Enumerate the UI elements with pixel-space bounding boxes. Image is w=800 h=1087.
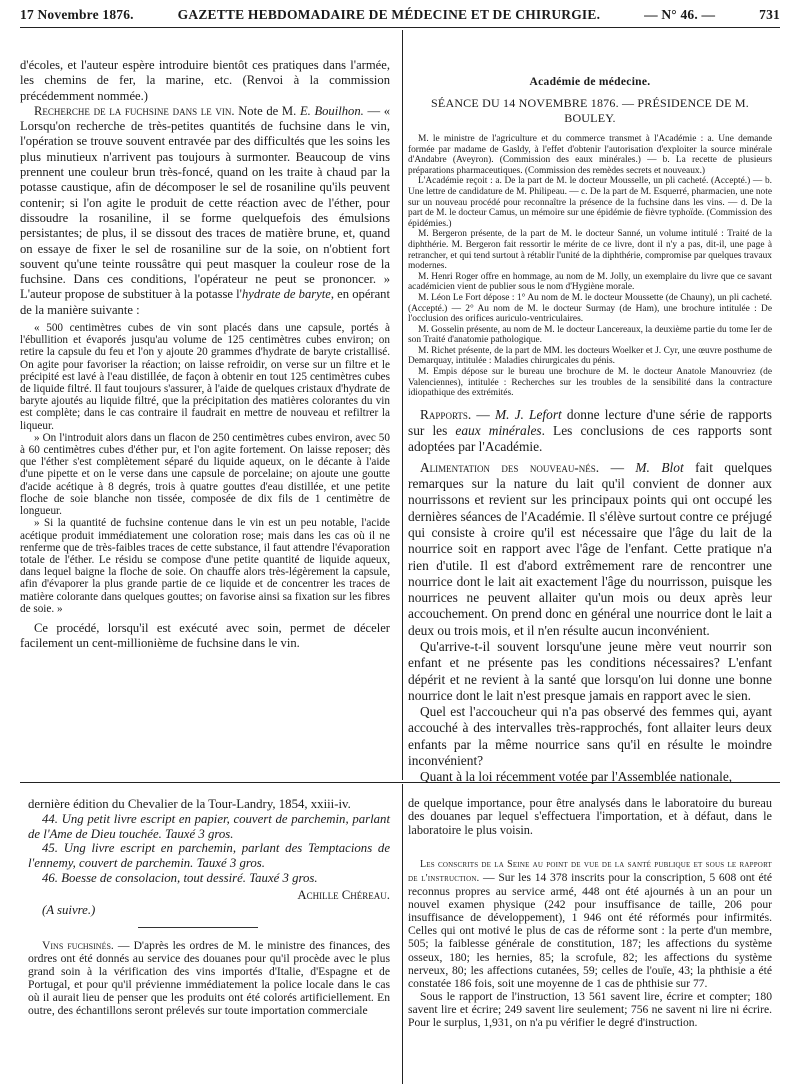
paragraph-alimentation: Alimentation des nouveau-nés. — M. Blot fait quelques remarques sur la nature du lait qu'il convient de donner aux nourrissons et revient sur les principaux points qui ont occupé les dernières séances de l'Académie. Il s'élève surtout contre ce préjugé qui consiste à croire qu'il est nécessaire que l'âge du lait de la nourrice soit en rapport avec l'âge de l'enfant. Cette pratique n'a rien d'utile. Il est d'abord extrêmement rare de rencontrer une nourrice dont le lait ait exactement l'âge du nourrisson, puisque les nourrices ne peuvent allaiter qu'un mois ou deux après leur accouchement. On prend donc en général une nourrice dont le lait a deux ou trois mois, et il n'en résulte aucun inconvénient. bbox=[408, 459, 772, 638]
paragraph-fuchsine-intro bbox=[20, 104, 390, 318]
header-date: 17 Novembre 1876. bbox=[20, 7, 134, 22]
paragraph-nourrir: Qu'arrive-t-il souvent lorsqu'une jeune mère veut nourrir son enfant et ne présente pas les conditions nécessaires? L'enfant dépérit et ne revient à la santé que lorsqu'on lui donne une bonne nourrice dont le lait n'est presque jamais en rapport avec le sien. bbox=[408, 639, 772, 703]
quote-paragraph-2: » On l'introduit alors dans un flacon de 250 centimètres cubes environ, avec 50 à 60 centimètres cubes d'éther pur, et l'on agite fortement. On laisse reposer; dès que l'éther s'est complètement séparé du liquide aqueux, on le décante à l'aide d'une pipette et on le verse dans une capsule de porcelaine; on ajoute une goutte d'acide acétique à 8 degrés, trois à quatre gouttes d'eau distillée, et une petite floche de soie blanche non tissée, composée de dix fils de 1 centimètre de longueur. bbox=[20, 431, 390, 518]
session-reports bbox=[408, 407, 772, 786]
lower-left-column bbox=[28, 797, 390, 1018]
paragraph-douanes: de quelque importance, pour être analysés dans le laboratoire du bureau des douanes par lequel s'effectuera l'importation, et à défaut, dans le laboratoire le plus voisin. bbox=[408, 796, 772, 837]
heading-vins-fuchsines: Vins fuchsinés. bbox=[42, 939, 114, 953]
short-divider bbox=[138, 927, 258, 928]
minutes-item: M. Bergeron présente, de la part de M. le docteur Sanné, un volume intitulé : Traité de la diphthérie. M. Bergeron fait ressortir le mérite de ce livre, dont il n'y a pas, dit-il, une page à retrancher, et qui tend surtout à rétablir l'unité de la diphthérie, compromise par quelques travaux modernes. bbox=[408, 229, 772, 272]
minutes-item: M. le ministre de l'agriculture et du commerce transmet à l'Académie : a. Une demande formée par madame de Gasldy, à l'effet d'obtenir l'autorisation d'exploiter la source minérale d'Andabre (Aveyron). (Commission des eaux minérales.) — b. La recette de plusieurs préparations pharmaceutiques. (Commission des remèdes secrets et nouveaux.) bbox=[408, 134, 772, 176]
session-heading: SÉANCE DU 14 NOVEMBRE 1876. — PRÉSIDENCE DE M. BOULEY. bbox=[431, 96, 749, 125]
running-head bbox=[20, 4, 780, 26]
paragraph-loi: Quant à la loi récemment votée par l'Assemblée nationale, bbox=[420, 769, 733, 785]
heading-fuchsine: Recherche de la fuchsine dans le vin. bbox=[34, 103, 235, 118]
minutes-item: L'Académie reçoit : a. De la part de M. le docteur Mousselle, un pli cacheté. (Accepté.) — b. Une lettre de candidature de M. Philipeau. — c. De la part de M. Esquerré, pharmacien, une note sur un nouveau procédé pour reconnaître la présence de la fuchsine dans les vins. — d. De la part de M. le docteur Camus, un mémoire sur une épidémie de fièvre typhoïde. (Commission des épidémies.) bbox=[408, 176, 772, 229]
fuchsine-text-end: , en opérant de la manière suivante : bbox=[20, 287, 390, 317]
paragraph-rapports bbox=[408, 407, 772, 456]
author-bouilhon: E. Bouilhon. bbox=[299, 103, 364, 118]
conscrits-text: — Sur les 14 378 inscrits pour la conscription, 5 608 ont été reconnus propres au service armé, 448 ont été ajournés à un an pour un nouvel examen physique (242 pour insuffisance de taille, 206 pour insuffisance de développement), 1 946 ont été réformés pour infirmités. Celles qui ont motivé le plus de cas de réforme sont : la perte d'un membre, 505; la faiblesse générale de constitution, 187; les affections du système osseux, 180; les hernies, 85; la scrofule, 82; les affections du système nerveux, 80; les affections cutanées, 59; celles de l'ouïe, 43; la phthisie a été constatée 186 fois, soit une moyenne de 1 cas de phthisie sur 77. bbox=[408, 870, 772, 990]
paragraph-vins-fuchsines bbox=[28, 940, 390, 1017]
minutes-item: M. Richet présente, de la part de MM. les docteurs Woelker et J. Cyr, une œuvre posthume de Demarquay, intitulée : Maladies chirurgicales du pénis. bbox=[408, 345, 772, 367]
heading-alimentation: Alimentation des nouveau-nés. bbox=[420, 459, 600, 475]
inventory-item-44: 44. Ung petit livre escript en papier, couvert de parchemin, parlant de l'Ame de Dieu touchée. Tauxé 3 gros. bbox=[28, 811, 390, 841]
paragraph-conclusion: Ce procédé, lorsqu'il est exécuté avec soin, permet de déceler facilement un cent-millionième de fuchsine dans le vin. bbox=[20, 620, 390, 651]
minutes-item: M. Gosselin présente, au nom de M. le docteur Lancereaux, la deuxième partie du tome Ier de son Traité d'anatomie pathologique. bbox=[408, 324, 772, 346]
rapports-text: donne lecture d'une série de rapports sur les bbox=[408, 406, 772, 439]
header-page-number: 731 bbox=[759, 7, 780, 22]
quote-paragraph-3: » Si la quantité de fuchsine contenue dans le vin est un peu notable, l'acide acétique produit immédiatement une coloration rose; mais dans les cas où il ne renferme que de très-faibles traces de cette substance, il faut attendre l'évaporation totale de l'éther. Le résidu se compose d'une petite quantité de liquide aqueux, dans lequel baigne la floche de soie. On chauffe alors très-légèrement la capsule, afin d'évaporer la plus grande partie de ce liquide et de concentrer les traces de matière colorante dans quelques gouttes; on favorise ainsi sa fixation sur les fibres de soie. » bbox=[20, 517, 390, 615]
fuchsine-text: — « Lorsqu'on recherche de très-petites quantités de fuchsine dans le vin, l'opération se trouve souvent entravée par des difficultés que les soins les plus minutieux n'arrivent pas toujours à surmonter. Beaucoup de vins prennent une couleur brun très-foncé, quand on les traite à chaud par la potasse caustique, afin de décomposer le sel de rosaniline qu'ils peuvent contenir; si l'on agite le produit de cette réaction avec de l'éther, pour dissoudre la rosaniline, il se forme quelquefois des émulsions persistantes; de plus, il se dissout des traces de matière brune, et, quand on essaye de fixer le sel de rosaniline sur de la soie, on n'obtient fort souvent qu'une teinte roussâtre qui peut masquer la couleur rose de la fuchsine. Dans ces conditions, l'opérateur ne peut se prononcer. » L'auteur propose de substituer à la potasse l' bbox=[20, 103, 391, 302]
column-divider-lower bbox=[402, 784, 403, 1084]
paragraph-instruction: Sous le rapport de l'instruction, 13 561 savent lire, écrire et compter; 180 savent lire et écrire; 249 savent lire seulement; 756 ne savent ni lire ni écrire. Pour le surplus, 1,931, on n'a pu vérifier le degré d'instruction. bbox=[408, 989, 772, 1030]
header-rule bbox=[20, 27, 780, 28]
quote-paragraph-1: « 500 centimètres cubes de vin sont placés dans une capsule, portés à l'ébullition et évaporés jusqu'au volume de 125 centimètres cubes environ; on retire la capsule du feu et l'on y ajoute 20 grammes d'hydrate de baryte cristallisé. On agite pour favoriser la réaction; on laisse refroidir, on verse sur un filtre et le précipité est lavé à l'eau distillée, de façon à obtenir en tout 125 centimètres cubes de liquide filtré. Il faut toujours s'assurer, à l'aide de quelques cristaux d'hydrate de baryte ajoutés au liquide filtré, que la précipitation des matières colorantes du vin est complète; dans le cas contraire il faudrait en mettre de nouveau et refiltrer la liqueur. bbox=[20, 322, 391, 432]
section-title-academie: Académie de médecine. bbox=[529, 76, 651, 88]
heading-conscrits: Les conscrits de la Seine au point de vue de la santé publique et sous le rapport de l'instruction. bbox=[408, 858, 772, 884]
inventory-item-46: 46. Boesse de consolacion, tout dessiré. Tauxé 3 gros. bbox=[42, 870, 318, 885]
minutes-item: M. Henri Roger offre en hommage, au nom de M. Jolly, un exemplaire du livre que ce savant académicien vient de publier sous le nom d'Hygiène morale. bbox=[408, 271, 772, 293]
paragraph-ecoles: d'écoles, et l'auteur espère introduire bientôt ces pratiques dans l'armée, les chemins de fer, la marine, etc. (Renvoi à la commission précédemment nommée.) bbox=[20, 58, 390, 103]
to-be-continued: (A suivre.) bbox=[42, 902, 96, 917]
upper-left-column bbox=[20, 58, 390, 652]
header-issue-number: — N° 46. — bbox=[644, 7, 716, 22]
note-label: Note de M. bbox=[234, 103, 300, 118]
minutes-item: M. Empis dépose sur le bureau une brochure de M. le docteur Anatole Manouvriez (de Valenciennes), intitulée : Recherches sur les troubles de la sensibilité dans la contracture idiopathique des extrémités. bbox=[408, 367, 772, 399]
paragraph-conscrits bbox=[408, 857, 772, 990]
author-lefort: M. J. Lefort bbox=[494, 406, 562, 422]
session-minutes bbox=[408, 134, 772, 399]
procedure-quote bbox=[20, 322, 390, 615]
heading-rapports: Rapports. bbox=[420, 406, 472, 422]
minutes-item: M. Léon Le Fort dépose : 1° Au nom de M. le docteur Moussette (de Chauny), un pli cacheté. (Accepté.) — 2° Au nom de M. le docteur Surmay (de Ham), une brochure intitulée : De l'occlusion des orifices auriculo-ventriculaires. bbox=[408, 292, 772, 325]
rapports-text-end: . Les conclusions de ces rapports sont adoptées par l'Académie. bbox=[408, 423, 772, 455]
horizontal-section-rule bbox=[20, 782, 780, 783]
paragraph-chevalier: dernière édition du Chevalier de la Tour-Landry, 1854, xxiii-iv. bbox=[28, 797, 351, 811]
eaux-minerales-term: eaux minérales bbox=[455, 423, 542, 439]
hydrate-term: hydrate de baryte bbox=[241, 287, 331, 302]
vins-text: — D'après les ordres de M. le ministre des finances, des ordres ont été donnés au service des douanes pour qu'il procède avec le plus grand soin à la vérification des vins importés d'Italie, d'Espagne et de Portugal, et pour qu'il prévienne immédiatement la police locale dans le cas où il aurait lieu de penser que les produits ont été colorés artificiellement. En outre, des échantillons seront prélevés sur toute importation commerciale bbox=[28, 939, 390, 1017]
header-journal-title: GAZETTE HEBDOMADAIRE DE MÉDECINE ET DE CHIRURGIE. bbox=[177, 7, 601, 22]
column-divider-upper bbox=[402, 30, 403, 780]
author-blot: M. Blot bbox=[635, 459, 684, 475]
dash: — bbox=[471, 406, 495, 422]
upper-right-column bbox=[408, 76, 772, 786]
paragraph-accoucheur: Quel est l'accoucheur qui n'a pas observé des femmes qui, ayant accouché à des intervalles très-rapprochés, font allaiter leurs deux enfants par la même nourrice sans qu'il en résulte le moindre inconvénient? bbox=[408, 704, 772, 769]
inventory-item-45: 45. Ung livre escript en parchemin, parlant des Temptacions de l'ennemy, couvert de parchemin. Tauxé 3 gros. bbox=[28, 841, 390, 871]
alimentation-text: fait quelques remarques sur la nature du lait qu'il convient de donner aux nourrissons et revient sur les principaux points qui ont occupé les dernières séances de l'Académie. Il s'élève surtout contre ce préjugé qui consiste à croire qu'il est nécessaire que l'âge du lait de la nourrice soit en rapport avec l'âge de l'enfant. Cette pratique n'a rien d'utile. Il est d'abord extrêmement rare de rencontrer une nourrice dont le lait ait exactement l'âge du nourrisson, puisque les nourrices ne peuvent allaiter qu'un mois ou deux après leur accouchement. On prend donc en général une nourrice dont le lait a deux ou trois mois, et il n'en résulte aucun inconvénient. bbox=[408, 459, 772, 638]
lower-right-column bbox=[408, 797, 772, 1029]
signature-chereau: Achille Chéreau. bbox=[297, 887, 390, 902]
